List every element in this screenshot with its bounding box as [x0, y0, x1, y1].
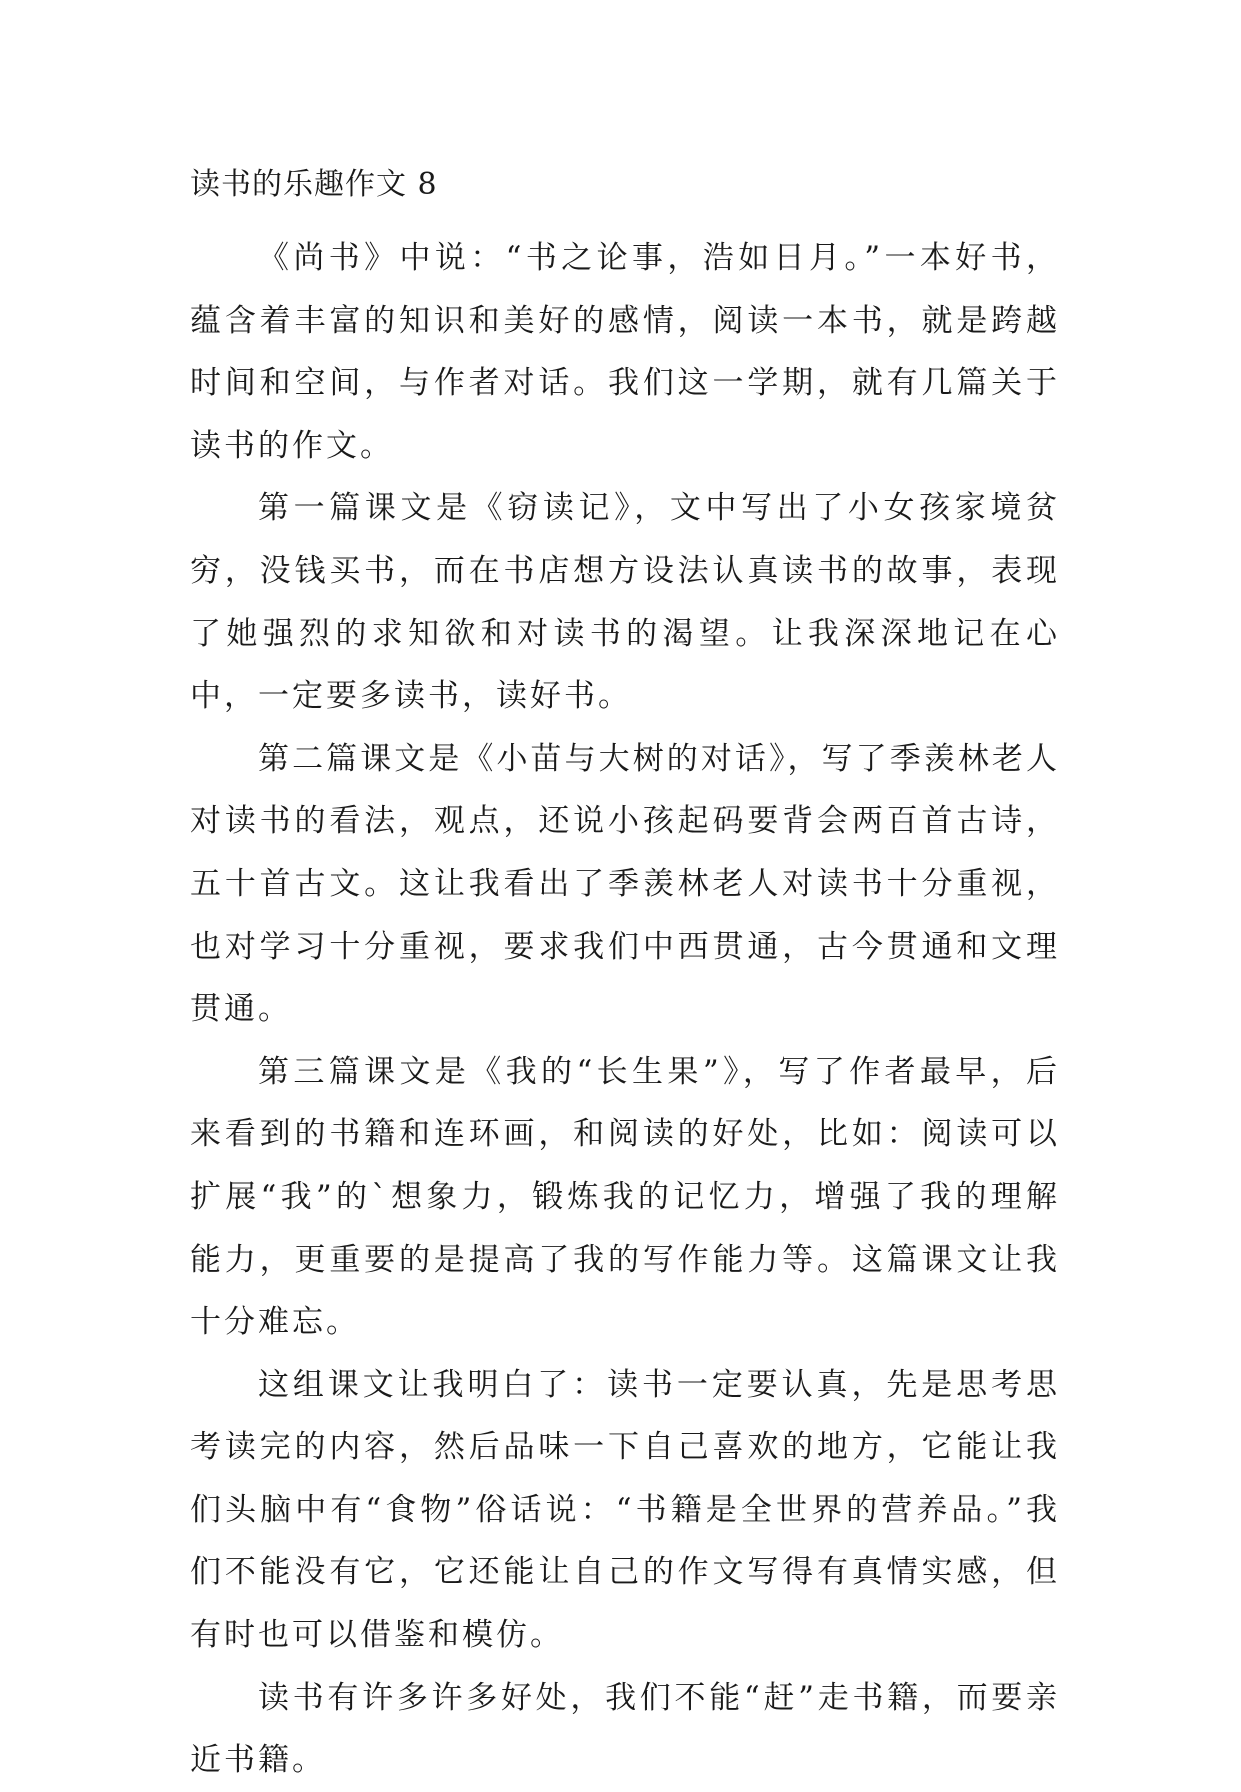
paragraph-1: 《尚书》中说：“书之论事，浩如日月。”一本好书，蕴含着丰富的知识和美好的感情，阅读一本书，就是跨越时间和空间，与作者对话。我们这一学期，就有几篇关于读书的作文。: [190, 240, 1060, 464]
paragraph-3: 第二篇课文是《小苗与大树的对话》，写了季羡林老人对读书的看法，观点，还说小孩起码要背会两百首古诗，五十首古文。这让我看出了季羡林老人对读书十分重视，也对学习十分重视，要求我们中西贯通，古今贯通和文理贯通。: [190, 740, 1060, 1028]
document-title: 读书的乐趣作文 8: [190, 167, 438, 202]
paragraph-2: 第一篇课文是《窃读记》，文中写出了小女孩家境贫穷，没钱买书，而在书店想方设法认真读书的故事，表现了她强烈的求知欲和对读书的渴望。让我深深地记在心中，一定要多读书，读好书。: [190, 490, 1060, 715]
paragraph-4: 第三篇课文是《我的“长生果”》，写了作者最早，后来看到的书籍和连环画，和阅读的好处，比如：阅读可以扩展“我”的`想象力，锻炼我的记忆力，增强了我的理解能力，更重要的是提高了我的写作能力等。这篇课文让我十分难忘。: [190, 1053, 1060, 1341]
paragraph-5: 这组课文让我明白了：读书一定要认真，先是思考思考读完的内容，然后品味一下自己喜欢的地方，它能让我们头脑中有“食物”俗话说：“书籍是全世界的营养品。”我们不能没有它，它还能让自己的作文写得有真情实感，但有时也可以借鉴和模仿。: [190, 1366, 1060, 1654]
document-page: [190, 165, 1060, 1792]
paragraph-6: 读书有许多许多好处，我们不能“赶”走书籍，而要亲近书籍。: [190, 1679, 1060, 1779]
